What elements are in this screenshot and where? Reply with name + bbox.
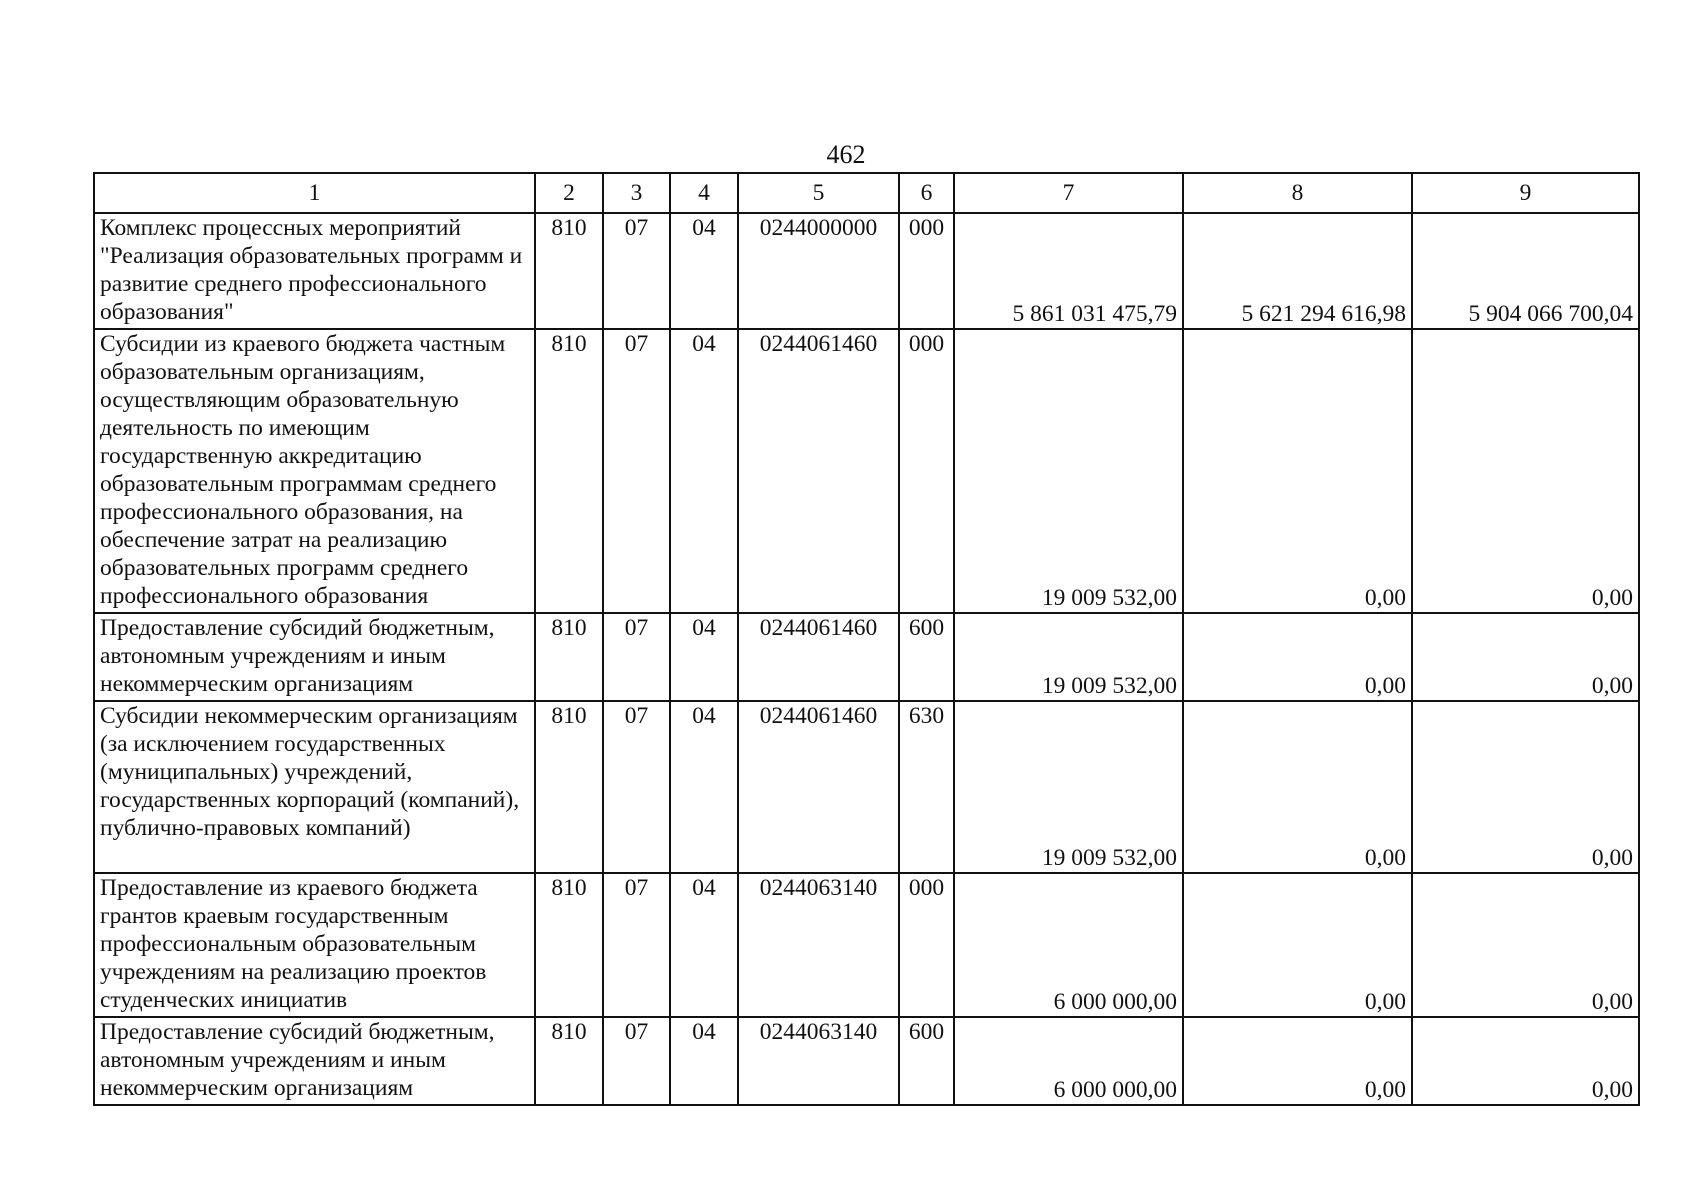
row-name: Предоставление субсидий бюджетным, автономным учреждениям и иным некоммерческим организациям bbox=[94, 1017, 535, 1105]
row-expense-type: 000 bbox=[899, 213, 954, 329]
row-section: 07 bbox=[603, 701, 670, 873]
column-header-8: 8 bbox=[1183, 173, 1412, 213]
row-subsection: 04 bbox=[670, 613, 738, 701]
row-expense-type: 600 bbox=[899, 1017, 954, 1105]
row-amount-col8: 5 621 294 616,98 bbox=[1183, 213, 1412, 329]
header-row bbox=[94, 173, 1639, 213]
table-row bbox=[94, 1017, 1639, 1105]
row-expense-type: 000 bbox=[899, 873, 954, 1017]
row-target-code: 0244061460 bbox=[738, 613, 899, 701]
row-amount-col8: 0,00 bbox=[1183, 701, 1412, 873]
row-amount-col8: 0,00 bbox=[1183, 329, 1412, 613]
page-number: 462 bbox=[826, 140, 866, 169]
row-amount-col9: 0,00 bbox=[1412, 873, 1639, 1017]
row-subsection: 04 bbox=[670, 873, 738, 1017]
row-target-code: 0244063140 bbox=[738, 873, 899, 1017]
row-amount-col8: 0,00 bbox=[1183, 1017, 1412, 1105]
row-name: Предоставление субсидий бюджетным, автономным учреждениям и иным некоммерческим организациям bbox=[94, 613, 535, 701]
row-amount-col7: 19 009 532,00 bbox=[954, 701, 1183, 873]
row-amount-col7: 5 861 031 475,79 bbox=[954, 213, 1183, 329]
column-header-5: 5 bbox=[738, 173, 899, 213]
row-subsection: 04 bbox=[670, 701, 738, 873]
row-amount-col7: 6 000 000,00 bbox=[954, 1017, 1183, 1105]
row-section: 07 bbox=[603, 1017, 670, 1105]
row-amount-col7: 19 009 532,00 bbox=[954, 329, 1183, 613]
column-header-9: 9 bbox=[1412, 173, 1639, 213]
table-row bbox=[94, 213, 1639, 329]
row-amount-col7: 6 000 000,00 bbox=[954, 873, 1183, 1017]
row-expense-type: 630 bbox=[899, 701, 954, 873]
column-header-3: 3 bbox=[603, 173, 670, 213]
table-row bbox=[94, 701, 1639, 873]
row-target-code: 0244061460 bbox=[738, 329, 899, 613]
row-grbs: 810 bbox=[535, 213, 603, 329]
row-grbs: 810 bbox=[535, 329, 603, 613]
row-target-code: 0244000000 bbox=[738, 213, 899, 329]
column-header-6: 6 bbox=[899, 173, 954, 213]
row-amount-col7: 19 009 532,00 bbox=[954, 613, 1183, 701]
row-amount-col9: 0,00 bbox=[1412, 701, 1639, 873]
column-header-1: 1 bbox=[94, 173, 535, 213]
row-grbs: 810 bbox=[535, 701, 603, 873]
table-row bbox=[94, 613, 1639, 701]
column-header-4: 4 bbox=[670, 173, 738, 213]
row-section: 07 bbox=[603, 329, 670, 613]
row-amount-col9: 0,00 bbox=[1412, 1017, 1639, 1105]
table-row bbox=[94, 329, 1639, 613]
row-section: 07 bbox=[603, 873, 670, 1017]
row-grbs: 810 bbox=[535, 1017, 603, 1105]
row-name: Субсидии из краевого бюджета частным образовательным организациям, осуществляющим образовательную деятельность по имеющим государственную аккредитацию образовательным программам среднего профессионального образования, на обеспечение затрат на реализацию образовательных программ среднего профессионального образования bbox=[94, 329, 535, 613]
table-row bbox=[94, 873, 1639, 1017]
row-section: 07 bbox=[603, 613, 670, 701]
row-expense-type: 000 bbox=[899, 329, 954, 613]
row-amount-col9: 0,00 bbox=[1412, 329, 1639, 613]
row-name: Предоставление из краевого бюджета грантов краевым государственным профессиональным образовательным учреждениям на реализацию проектов студенческих инициатив bbox=[94, 873, 535, 1017]
row-name: Субсидии некоммерческим организациям (за исключением государственных (муниципальных) учреждений, государственных корпораций (компаний), публично-правовых компаний) bbox=[94, 701, 535, 873]
row-target-code: 0244061460 bbox=[738, 701, 899, 873]
row-target-code: 0244063140 bbox=[738, 1017, 899, 1105]
row-section: 07 bbox=[603, 213, 670, 329]
row-name: Комплекс процессных мероприятий "Реализация образовательных программ и развитие среднего профессионального образования" bbox=[94, 213, 535, 329]
row-subsection: 04 bbox=[670, 329, 738, 613]
row-amount-col9: 5 904 066 700,04 bbox=[1412, 213, 1639, 329]
row-subsection: 04 bbox=[670, 213, 738, 329]
row-grbs: 810 bbox=[535, 613, 603, 701]
row-expense-type: 600 bbox=[899, 613, 954, 701]
row-amount-col9: 0,00 bbox=[1412, 613, 1639, 701]
budget-table bbox=[93, 172, 1640, 1106]
column-header-2: 2 bbox=[535, 173, 603, 213]
row-subsection: 04 bbox=[670, 1017, 738, 1105]
row-amount-col8: 0,00 bbox=[1183, 873, 1412, 1017]
column-header-7: 7 bbox=[954, 173, 1183, 213]
row-grbs: 810 bbox=[535, 873, 603, 1017]
row-amount-col8: 0,00 bbox=[1183, 613, 1412, 701]
